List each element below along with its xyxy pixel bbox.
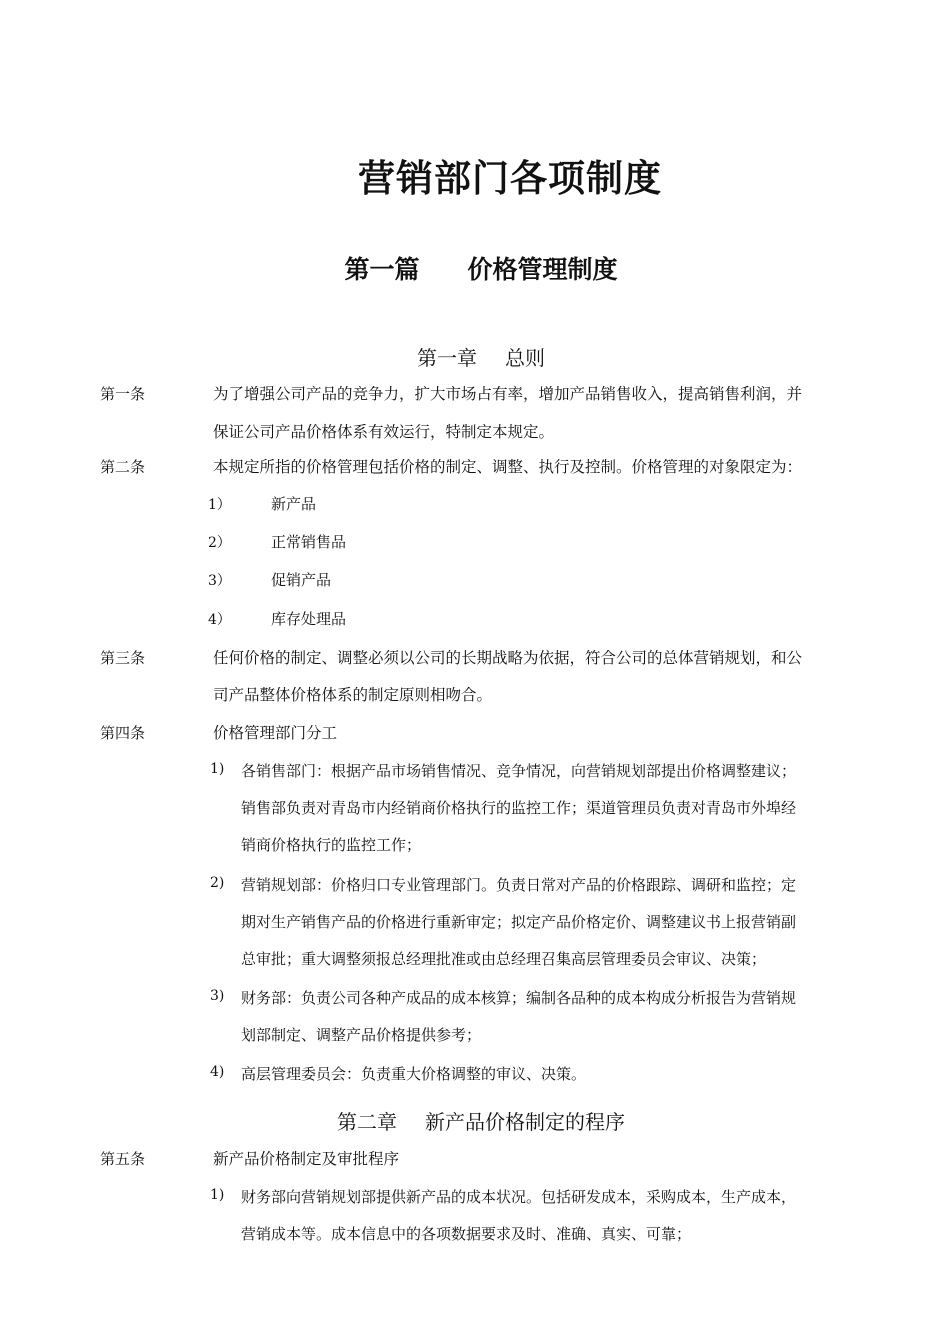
- chapter-2-heading: [0, 1106, 950, 1135]
- part-title: 价格管理制度: [467, 255, 618, 284]
- article-2-label: 第二条: [100, 458, 146, 476]
- article-5-line: 新产品价格制定及审批程序: [213, 1150, 400, 1168]
- article-2-item-1-num: 1）: [208, 497, 231, 513]
- article-2-item-3: 促销产品: [271, 571, 332, 589]
- article-4-item-1-num: 1): [210, 761, 225, 777]
- article-5-item-1-line-1: 财务部向营销规划部提供新产品的成本状况。包括研发成本，采购成本，生产成本，: [241, 1188, 797, 1206]
- article-2-item-4: 库存处理品: [271, 610, 347, 628]
- article-2-item-2-num: 2）: [208, 535, 231, 551]
- article-2-item-4-num: 4）: [208, 612, 231, 628]
- article-4-item-2-num: 2): [210, 875, 225, 891]
- article-5-item-1-line-2: 营销成本等。成本信息中的各项数据要求及时、准确、真实、可靠；: [241, 1225, 692, 1243]
- article-4-item-4-num: 4): [210, 1064, 225, 1080]
- article-1-label: 第一条: [100, 385, 146, 403]
- article-3-line-2: 司产品整体价格体系的制定原则相吻合。: [213, 686, 493, 704]
- article-4-item-2-line-1: 营销规划部：价格归口专业管理部门。负责日常对产品的价格跟踪、调研和监控；定: [241, 876, 797, 894]
- article-4-item-2-line-2: 期对生产销售产品的价格进行重新审定；拟定产品价格定价、调整建议书上报营销副: [241, 913, 797, 931]
- chapter-1-heading: [0, 342, 950, 371]
- chapter-label: 第一章: [417, 346, 477, 370]
- article-4-item-3-num: 3): [210, 988, 225, 1004]
- article-3-line-1: 任何价格的制定、调整必须以公司的长期战略为依据，符合公司的总体营销规划，和公: [213, 649, 803, 667]
- article-5-item-1-num: 1): [210, 1187, 225, 1203]
- article-1-line-2: 保证公司产品价格体系有效运行，特制定本规定。: [213, 423, 555, 441]
- article-2-line: 本规定所指的价格管理包括价格的制定、调整、执行及控制。价格管理的对象限定为：: [213, 458, 803, 476]
- article-5-label: 第五条: [100, 1150, 146, 1168]
- article-3-label: 第三条: [100, 649, 146, 667]
- chapter-label: 第二章: [337, 1110, 397, 1134]
- article-4-item-1-line-3: 销商价格执行的监控工作；: [241, 836, 422, 854]
- article-4-item-2-line-3: 总审批；重大调整须报总经理批准或由总经理召集高层管理委员会审议、决策；: [241, 950, 767, 968]
- chapter-title: 新产品价格制定的程序: [425, 1110, 625, 1134]
- article-1-line-1: 为了增强公司产品的竞争力，扩大市场占有率，增加产品销售收入，提高销售利润，并: [213, 385, 803, 403]
- part-heading: [0, 250, 950, 286]
- document-title: 营销部门各项制度: [358, 156, 662, 200]
- article-2-item-1: 新产品: [271, 495, 317, 513]
- article-4-item-3-line-1: 财务部：负责公司各种产成品的成本核算；编制各品种的成本构成分析报告为营销规: [241, 989, 797, 1007]
- article-4-line: 价格管理部门分工: [213, 724, 338, 742]
- part-label: 第一篇: [344, 255, 420, 284]
- article-4-item-3-line-2: 划部制定、调整产品价格提供参考；: [241, 1026, 482, 1044]
- article-2-item-3-num: 3）: [208, 573, 231, 589]
- article-4-item-1-line-2: 销售部负责对青岛市内经销商价格执行的监控工作；渠道管理员负责对青岛市外埠经: [241, 799, 797, 817]
- article-2-item-2: 正常销售品: [271, 533, 347, 551]
- article-4-item-4-line-1: 高层管理委员会：负责重大价格调整的审议、决策。: [241, 1065, 587, 1083]
- chapter-title: 总则: [505, 346, 545, 370]
- article-4-item-1-line-1: 各销售部门：根据产品市场销售情况、竞争情况，向营销规划部提出价格调整建议；: [241, 762, 797, 780]
- article-4-label: 第四条: [100, 724, 146, 742]
